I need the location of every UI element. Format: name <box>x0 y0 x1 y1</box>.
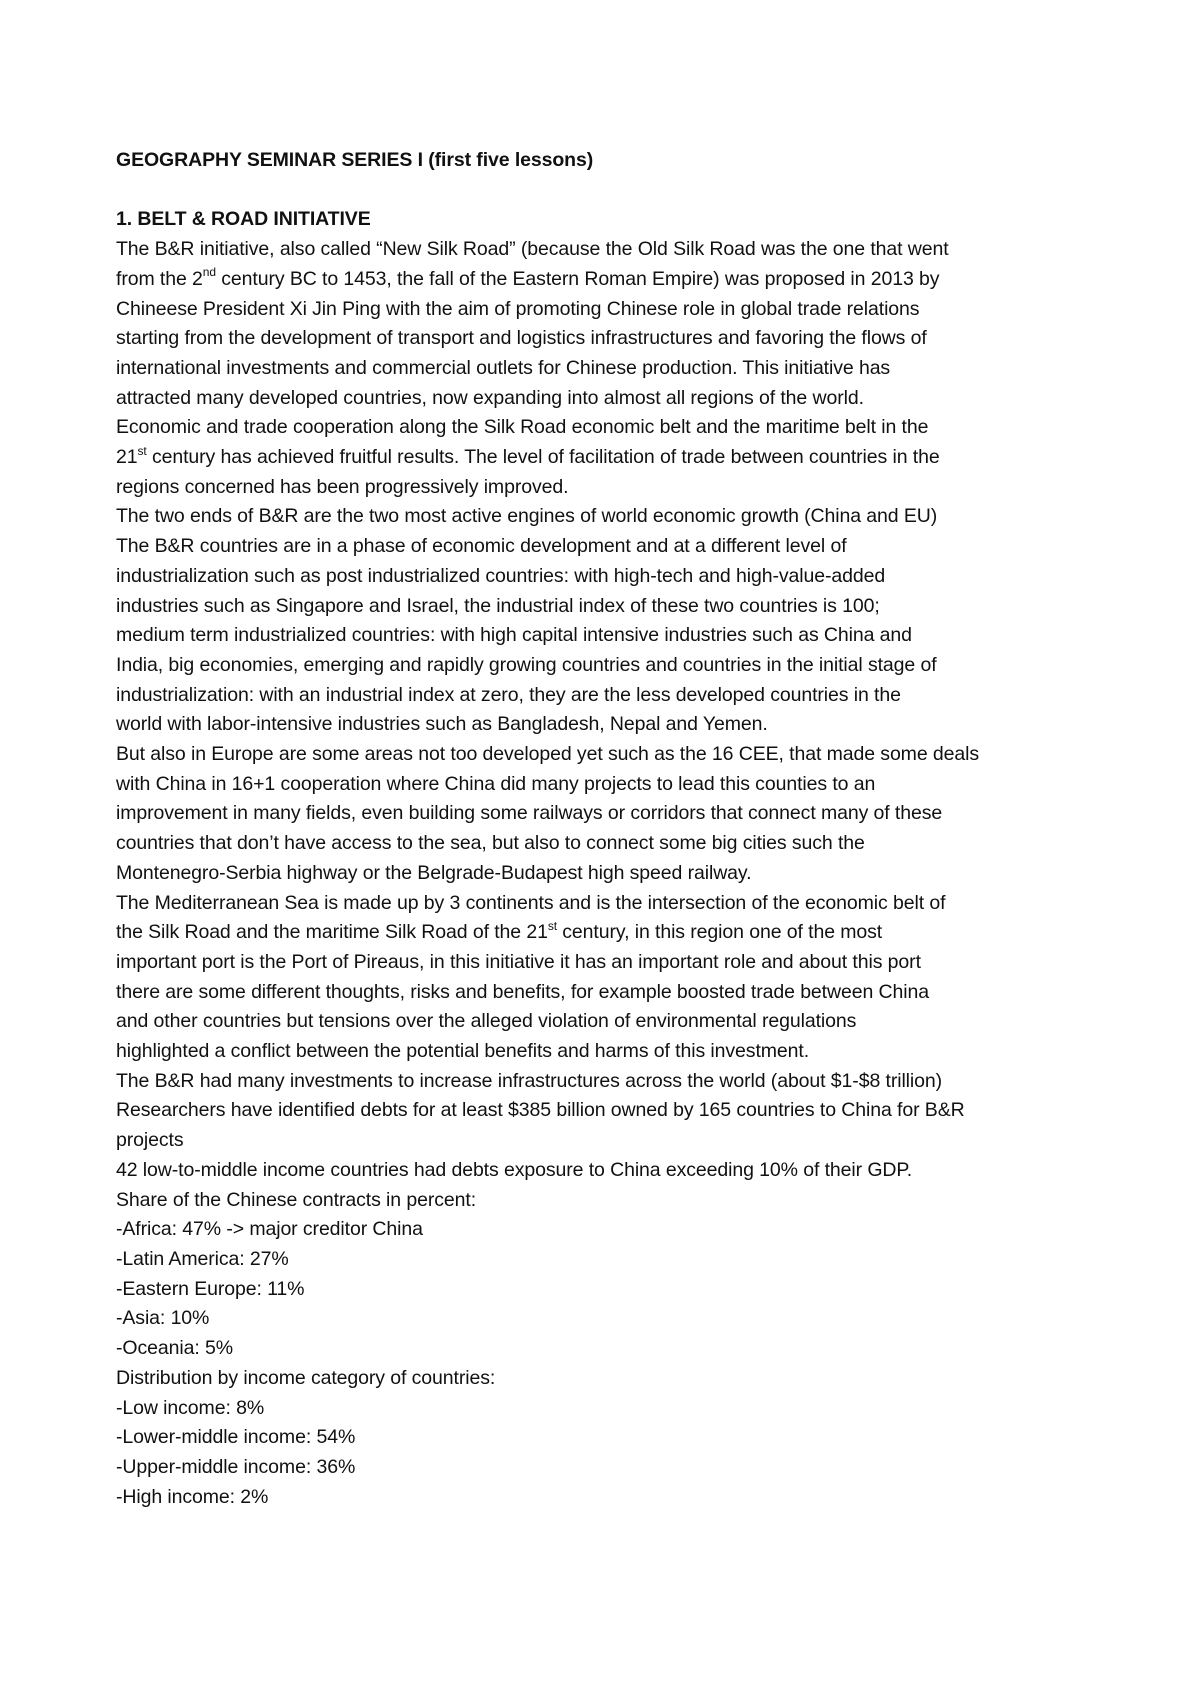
text-line: The Mediterranean Sea is made up by 3 continents and is the intersection of the economic belt of <box>116 891 946 914</box>
text-line: The B&R had many investments to increase infrastructures across the world (about $1-$8 trillion) <box>116 1069 943 1092</box>
text-line: important port is the Port of Pireaus, in this initiative it has an important role and about this port <box>116 950 921 973</box>
text-line: highlighted a conflict between the potential benefits and harms of this investment. <box>116 1040 810 1063</box>
text-line: regions concerned has been progressively improved. <box>116 475 569 498</box>
text-line: Distribution by income category of countries: <box>116 1366 496 1389</box>
text-line: -Lower-middle income: 54% <box>116 1426 356 1449</box>
text-line <box>116 443 1116 473</box>
text-line: The B&R initiative, also called “New Silk Road” (because the Old Silk Road was the one that went <box>116 238 949 261</box>
text-line: countries that don’t have access to the sea, but also to connect some big cities such the <box>116 832 865 855</box>
text-line: international investments and commercial outlets for Chinese production. This initiative has <box>116 356 891 379</box>
text-line: industrialization: with an industrial index at zero, they are the less developed countries in the <box>116 683 901 706</box>
text-line: Share of the Chinese contracts in percent: <box>116 1188 477 1211</box>
text-line: 42 low-to-middle income countries had debts exposure to China exceeding 10% of their GDP. <box>116 1158 913 1181</box>
text-line: -Eastern Europe: 11% <box>116 1277 305 1300</box>
text-line: starting from the development of transport and logistics infrastructures and favoring the flows of <box>116 327 927 350</box>
text-line: Researchers have identified debts for at least $385 billion owned by 165 countries to China for B&R <box>116 1099 965 1122</box>
text-line: Economic and trade cooperation along the Silk Road economic belt and the maritime belt in the <box>116 416 929 439</box>
text-line: Chineese President Xi Jin Ping with the aim of promoting Chinese role in global trade relations <box>116 297 920 320</box>
text-line <box>116 265 1116 295</box>
text-line: and other countries but tensions over the alleged violation of environmental regulations <box>116 1010 857 1033</box>
text-segment: the Silk Road and the maritime Silk Road of the 21 <box>116 921 548 944</box>
text-line: medium term industrialized countries: with high capital intensive industries such as China and <box>116 624 912 647</box>
text-line <box>116 918 1116 948</box>
text-line: The two ends of B&R are the two most active engines of world economic growth (China and EU) <box>116 505 938 528</box>
ordinal-superscript: st <box>547 918 557 933</box>
text-segment: century has achieved fruitful results. The level of facilitation of trade between countries in the <box>146 446 940 469</box>
section-heading: 1. BELT & ROAD INITIATIVE <box>116 208 371 231</box>
ordinal-superscript: nd <box>202 265 216 280</box>
document-title: GEOGRAPHY SEMINAR SERIES I (first five lessons) <box>116 149 594 171</box>
text-line: India, big economies, emerging and rapidly growing countries and countries in the initial stage of <box>116 653 937 676</box>
document-body <box>116 146 1116 1512</box>
text-line: there are some different thoughts, risks and benefits, for example boosted trade between China <box>116 980 929 1003</box>
text-segment: from the 2 <box>116 267 203 290</box>
section-text <box>116 235 1116 1512</box>
text-line: -Africa: 47% -> major creditor China <box>116 1218 423 1241</box>
text-line: -Oceania: 5% <box>116 1337 233 1360</box>
text-line: -High income: 2% <box>116 1485 269 1508</box>
text-line: world with labor-intensive industries such as Bangladesh, Nepal and Yemen. <box>116 713 768 736</box>
text-line: The B&R countries are in a phase of economic development and at a different level of <box>116 535 847 558</box>
text-segment: 21 <box>116 446 138 469</box>
text-line: attracted many developed countries, now expanding into almost all regions of the world. <box>116 386 864 409</box>
text-line: -Asia: 10% <box>116 1307 210 1330</box>
text-line: with China in 16+1 cooperation where China did many projects to lead this counties to an <box>116 772 876 795</box>
text-line: improvement in many fields, even building some railways or corridors that connect many of these <box>116 802 943 825</box>
text-line: industries such as Singapore and Israel, the industrial index of these two countries is 100; <box>116 594 880 617</box>
text-segment: century, in this region one of the most <box>556 921 883 944</box>
text-line: -Low income: 8% <box>116 1396 265 1419</box>
text-segment: century BC to 1453, the fall of the Eastern Roman Empire) was proposed in 2013 by <box>215 267 940 290</box>
text-line: But also in Europe are some areas not too developed yet such as the 16 CEE, that made some deals <box>116 743 980 766</box>
text-line: industrialization such as post industrialized countries: with high-tech and high-value-added <box>116 564 886 587</box>
text-line: -Upper-middle income: 36% <box>116 1455 356 1478</box>
ordinal-superscript: st <box>137 443 147 458</box>
text-line: projects <box>116 1129 184 1152</box>
text-line: Montenegro-Serbia highway or the Belgrade-Budapest high speed railway. <box>116 861 752 884</box>
text-line: -Latin America: 27% <box>116 1248 289 1270</box>
